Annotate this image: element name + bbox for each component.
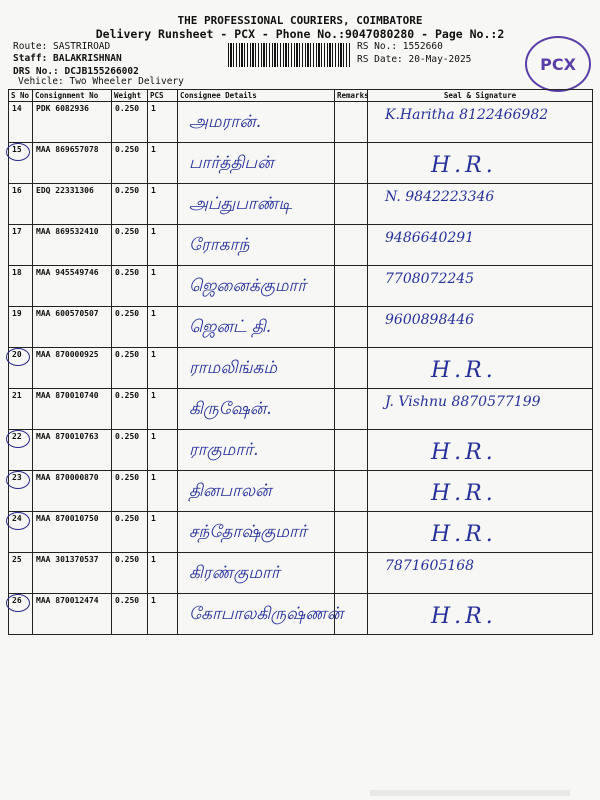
cell-consignee (178, 348, 335, 389)
table-row (9, 184, 593, 225)
cell-remarks (335, 143, 368, 184)
cell-pcs: 1 (148, 512, 178, 553)
cell-weight: 0.250 (112, 389, 148, 430)
cell-weight: 0.250 (112, 594, 148, 635)
circle-mark (6, 430, 30, 448)
cell-sno: 16 (9, 184, 33, 225)
cell-sno: 14 (9, 102, 33, 143)
cell-consignee (178, 102, 335, 143)
cell-consignee (178, 553, 335, 594)
col-header-signature: Seal & Signature (368, 90, 593, 102)
cell-signature (368, 512, 593, 553)
cell-weight: 0.250 (112, 471, 148, 512)
col-header-remarks: Remarks (335, 90, 368, 102)
cell-weight: 0.250 (112, 266, 148, 307)
cell-consignment: PDK 6082936 (33, 102, 112, 143)
table-row (9, 266, 593, 307)
handwritten-name: பார்த்திபன் (189, 153, 274, 173)
cell-consignment: MAA 870010740 (33, 389, 112, 430)
cell-consignee (178, 307, 335, 348)
handwritten-signature: K.Haritha 8122466982 (385, 107, 549, 123)
cell-pcs: 1 (148, 553, 178, 594)
cell-remarks (335, 512, 368, 553)
table-row (9, 389, 593, 430)
cell-sno: 23 (9, 471, 33, 512)
cell-sno: 18 (9, 266, 33, 307)
cell-pcs: 1 (148, 184, 178, 225)
cell-consignee (178, 266, 335, 307)
circle-mark (6, 471, 30, 489)
cell-consignment: MAA 870012474 (33, 594, 112, 635)
cell-signature (368, 143, 593, 184)
table-row (9, 225, 593, 266)
cell-sno: 25 (9, 553, 33, 594)
col-header-consignee: Consignee Details (178, 90, 335, 102)
handwritten-name: தினபாலன் (189, 481, 272, 501)
cell-remarks (335, 389, 368, 430)
cell-sno: 17 (9, 225, 33, 266)
cell-weight: 0.250 (112, 102, 148, 143)
cell-pcs: 1 (148, 348, 178, 389)
cell-consignee (178, 389, 335, 430)
table-row (9, 430, 593, 471)
cell-remarks (335, 348, 368, 389)
cell-signature (368, 348, 593, 389)
cell-pcs: 1 (148, 430, 178, 471)
cell-weight: 0.250 (112, 512, 148, 553)
cell-weight: 0.250 (112, 553, 148, 594)
barcode (228, 43, 350, 67)
handwritten-signature: J. Vishnu 8870577199 (385, 394, 541, 410)
cell-pcs: 1 (148, 225, 178, 266)
circle-mark (6, 512, 30, 530)
cell-weight: 0.250 (112, 143, 148, 184)
cell-consignee (178, 143, 335, 184)
runsheet-table (8, 89, 593, 635)
handwritten-signature: N. 9842223346 (385, 189, 495, 205)
handwritten-name: கிரண்குமார் (189, 563, 280, 583)
cell-pcs: 1 (148, 471, 178, 512)
handwritten-signature: H.R. (431, 153, 497, 178)
cell-consignee (178, 512, 335, 553)
handwritten-signature: 9486640291 (385, 230, 475, 246)
cell-remarks (335, 102, 368, 143)
handwritten-name: ஜெனைக்குமார் (189, 276, 307, 296)
cell-pcs: 1 (148, 102, 178, 143)
col-header-sno: S No (9, 90, 33, 102)
pcx-stamp: PCX (525, 36, 591, 92)
cell-consignee (178, 225, 335, 266)
cell-weight: 0.250 (112, 348, 148, 389)
runsheet-title: Delivery Runsheet - PCX - Phone No.:9047080280 - Page No.:2 (95, 27, 505, 41)
cell-consignment: MAA 945549746 (33, 266, 112, 307)
drs-label: DRS No.: DCJB155266002 (13, 66, 139, 77)
cell-signature (368, 430, 593, 471)
cell-signature (368, 225, 593, 266)
cell-sno: 21 (9, 389, 33, 430)
cell-remarks (335, 471, 368, 512)
scan-smudge (370, 790, 570, 796)
table-row (9, 307, 593, 348)
col-header-pcs: PCS (148, 90, 178, 102)
handwritten-signature: H.R. (431, 481, 497, 506)
cell-pcs: 1 (148, 307, 178, 348)
cell-weight: 0.250 (112, 225, 148, 266)
cell-consignment: MAA 870000925 (33, 348, 112, 389)
cell-signature (368, 307, 593, 348)
cell-consignment: MAA 301370537 (33, 553, 112, 594)
cell-sno: 26 (9, 594, 33, 635)
handwritten-name: சந்தோஷ்குமார் (189, 522, 307, 542)
table-row (9, 594, 593, 635)
cell-signature (368, 471, 593, 512)
vehicle-label: Vehicle: Two Wheeler Delivery (18, 76, 184, 87)
table-row (9, 512, 593, 553)
cell-consignment: EDQ 22331306 (33, 184, 112, 225)
cell-signature (368, 102, 593, 143)
cell-pcs: 1 (148, 143, 178, 184)
cell-remarks (335, 307, 368, 348)
cell-consignment: MAA 869532410 (33, 225, 112, 266)
handwritten-name: அப்துபாண்டி (189, 194, 292, 214)
cell-remarks (335, 184, 368, 225)
cell-signature (368, 594, 593, 635)
handwritten-name: ஜெனட் தி. (189, 317, 272, 337)
cell-sno: 19 (9, 307, 33, 348)
cell-sno: 20 (9, 348, 33, 389)
cell-pcs: 1 (148, 594, 178, 635)
table-row (9, 143, 593, 184)
table-row (9, 553, 593, 594)
cell-consignee (178, 594, 344, 635)
cell-signature (368, 184, 593, 225)
handwritten-name: கிருஷேன். (189, 399, 272, 419)
table-row (9, 348, 593, 389)
handwritten-signature: H.R. (431, 440, 497, 465)
rs-no-label: RS No.: 1552660 (357, 41, 443, 52)
cell-consignment: MAA 870010763 (33, 430, 112, 471)
circle-mark (6, 143, 30, 161)
cell-remarks (335, 266, 368, 307)
circle-mark (6, 594, 30, 612)
col-header-weight: Weight (112, 90, 148, 102)
cell-remarks (335, 430, 368, 471)
cell-consignee (178, 471, 335, 512)
cell-consignment: MAA 869657078 (33, 143, 112, 184)
cell-pcs: 1 (148, 389, 178, 430)
cell-signature (368, 266, 593, 307)
handwritten-signature: H.R. (431, 522, 497, 547)
col-header-consignment: Consignment No (33, 90, 112, 102)
cell-weight: 0.250 (112, 430, 148, 471)
handwritten-signature: H.R. (431, 358, 497, 383)
handwritten-name: அமரான். (189, 112, 262, 132)
table-row (9, 102, 593, 143)
rs-date-label: RS Date: 20-May-2025 (357, 54, 472, 65)
cell-weight: 0.250 (112, 307, 148, 348)
company-title: THE PROFESSIONAL COURIERS, COIMBATORE (177, 14, 423, 27)
handwritten-name: கோபாலகிருஷ்ணன் (189, 604, 344, 624)
cell-weight: 0.250 (112, 184, 148, 225)
circle-mark (6, 348, 30, 366)
cell-signature (368, 553, 593, 594)
cell-consignee (178, 184, 335, 225)
cell-consignment: MAA 870000870 (33, 471, 112, 512)
cell-pcs: 1 (148, 266, 178, 307)
cell-consignee (178, 430, 335, 471)
cell-sno: 22 (9, 430, 33, 471)
handwritten-name: ரோகாந் (189, 235, 250, 255)
cell-sno: 15 (9, 143, 33, 184)
table-header-row (9, 90, 593, 102)
cell-remarks (335, 553, 368, 594)
handwritten-signature: H.R. (431, 604, 497, 629)
route-label: Route: SASTRIROAD (13, 41, 111, 52)
handwritten-signature: 9600898446 (385, 312, 475, 328)
handwritten-signature: 7871605168 (385, 558, 475, 574)
cell-sno: 24 (9, 512, 33, 553)
handwritten-name: ராமலிங்கம் (189, 358, 278, 378)
handwritten-signature: 7708072245 (385, 271, 475, 287)
cell-remarks (335, 225, 368, 266)
cell-consignment: MAA 870010750 (33, 512, 112, 553)
cell-consignment: MAA 600570507 (33, 307, 112, 348)
handwritten-name: ராகுமார். (189, 440, 259, 460)
table-row (9, 471, 593, 512)
cell-signature (368, 389, 593, 430)
staff-label: Staff: BALAKRISHNAN (13, 53, 122, 64)
